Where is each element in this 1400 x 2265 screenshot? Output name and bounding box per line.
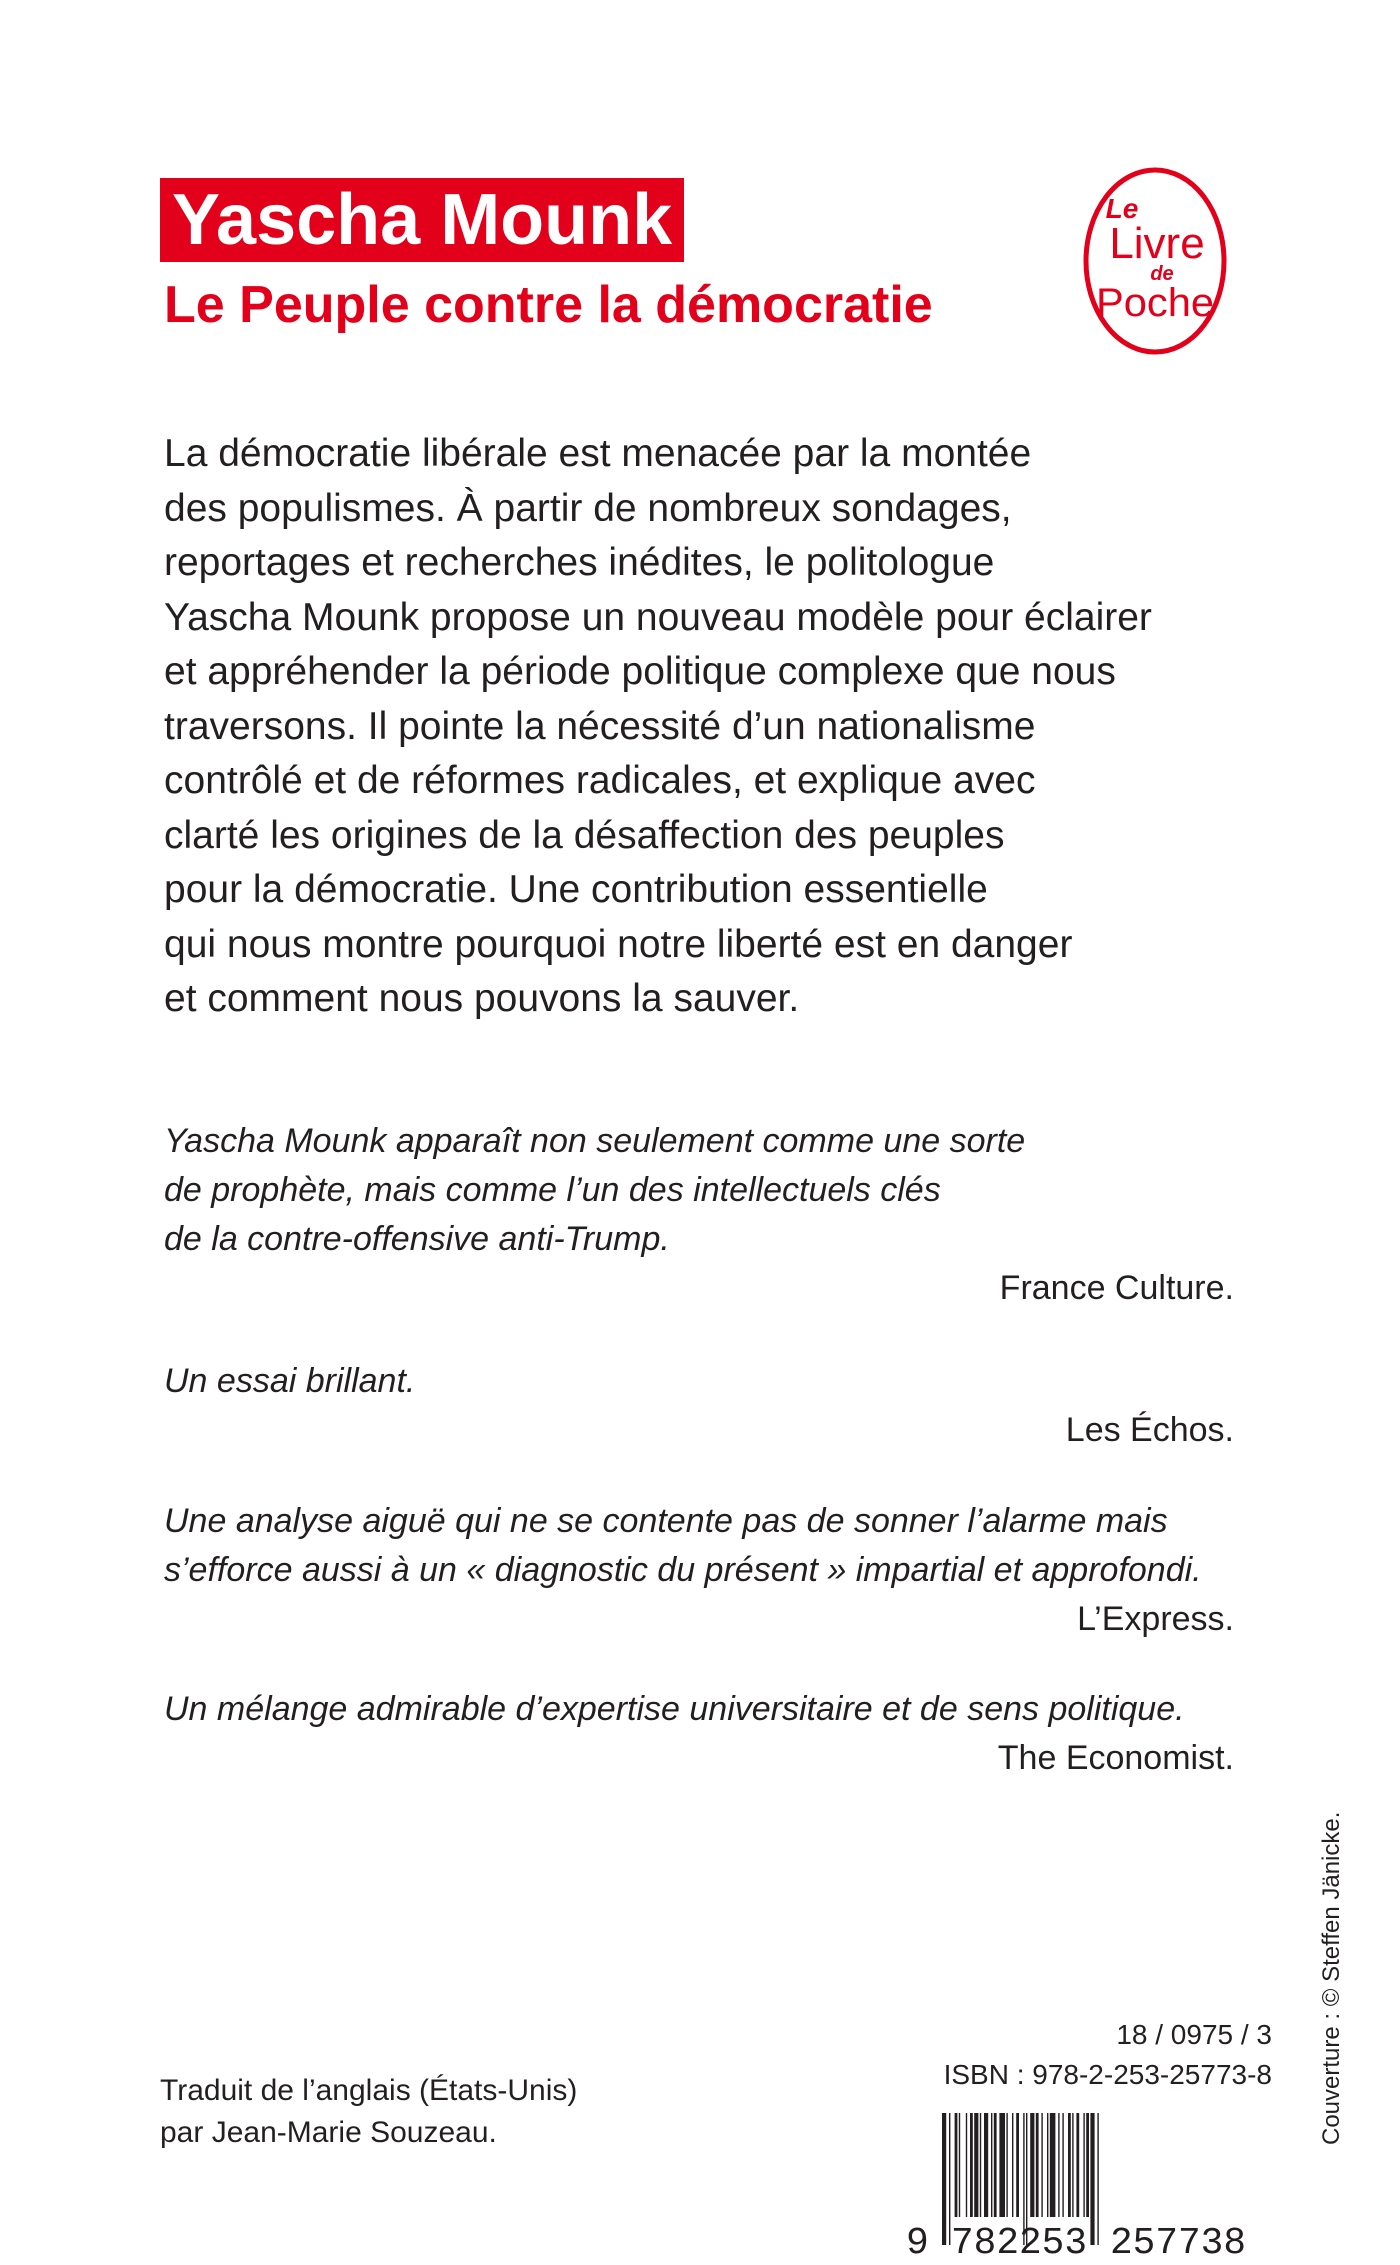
logo-text-de: de: [1150, 263, 1174, 285]
review-france-culture: [164, 1117, 1234, 1313]
barcode-bar: [1058, 2113, 1059, 2217]
logo-text-poche: Poche: [1096, 281, 1214, 325]
barcode-bar: [1068, 2113, 1071, 2217]
logo-text-le: Le: [1105, 193, 1139, 224]
barcode-bar: [1076, 2113, 1079, 2217]
translator-line: Traduit de l’anglais (États-Unis): [160, 2074, 578, 2107]
barcode-bar: [1047, 2113, 1048, 2217]
barcode-bar: [1050, 2113, 1056, 2217]
barcode-bar: [1012, 2113, 1013, 2217]
blurb-line: et appréhender la période politique complexe que nous: [164, 650, 1116, 693]
barcode-bar: [1097, 2113, 1098, 2245]
blurb-line: La démocratie libérale est menacée par la montée: [164, 432, 1032, 475]
barcode-bar: [1036, 2113, 1039, 2217]
barcode-bar: [970, 2113, 973, 2217]
barcode-bar: [1062, 2113, 1063, 2217]
blurb-line: des populismes. À partir de nombreux sondages,: [164, 486, 1012, 530]
translator-note: [160, 2070, 577, 2154]
barcode-bar: [966, 2113, 967, 2217]
barcode-bar: [1041, 2113, 1042, 2217]
book-blurb: [164, 427, 1274, 1027]
blurb-line: reportages et recherches inédites, le politologue: [164, 541, 995, 584]
catalog-number: 18 / 0975 / 3: [1116, 2019, 1272, 2050]
review-source: L’Express.: [1077, 1600, 1234, 1638]
barcode-bar: [984, 2113, 988, 2217]
barcode-digits-left: 782253: [951, 2222, 1087, 2257]
blurb-line: qui nous montre pourquoi notre liberté est en danger: [164, 922, 1073, 966]
blurb-line: Yascha Mounk propose un nouveau modèle pour éclairer: [164, 595, 1152, 639]
review-quote-line: de prophète, mais comme l’un des intellectuels clés: [164, 1171, 941, 1209]
barcode-bar: [980, 2113, 981, 2217]
review-quote-line: Une analyse aiguë qui ne se contente pas de sonner l’alarme mais: [164, 1502, 1168, 1540]
review-source: Les Échos.: [1065, 1411, 1234, 1449]
barcode-bar: [974, 2113, 978, 2217]
barcode-bar: [955, 2113, 958, 2217]
isbn: ISBN : 978-2-253-25773-8: [943, 2059, 1272, 2090]
translator-line: par Jean-Marie Souzeau.: [160, 2116, 497, 2149]
review-quote-line: Un essai brillant.: [164, 1362, 416, 1400]
barcode-bar: [994, 2113, 997, 2217]
barcode-bar: [1072, 2113, 1073, 2217]
blurb-line: contrôlé et de réformes radicales, et explique avec: [164, 759, 1036, 802]
blurb-line: clarté les origines de la désaffection des peuples: [164, 813, 1005, 857]
barcode-bar: [1006, 2113, 1007, 2217]
blurb-line: et comment nous pouvons la sauver.: [164, 977, 800, 1020]
review-quote-line: s’efforce aussi à un « diagnostic du présent » impartial et approfondi.: [164, 1551, 1202, 1589]
review-quote-line: Un mélange admirable d’expertise universitaire et de sens politique.: [164, 1690, 1185, 1728]
barcode-bar: [942, 2113, 946, 2245]
author-name: Yascha Mounk: [160, 178, 684, 262]
review-lexpress: [164, 1497, 1234, 1644]
review-quote-line: Yascha Mounk apparaît non seulement comme une sorte: [164, 1122, 1026, 1160]
barcode-digits-right: 257738: [1110, 2222, 1246, 2257]
blurb-line: pour la démocratie. Une contribution essentielle: [164, 868, 988, 911]
review-source: The Economist.: [997, 1739, 1234, 1777]
barcode-bar: [1086, 2113, 1089, 2217]
cover-credit: Couverture : © Steffen Jänicke.: [1318, 1811, 1345, 2145]
barcode-bar: [991, 2113, 992, 2217]
livre-de-poche-logo: [1082, 166, 1228, 356]
review-les-echos: [164, 1357, 1234, 1455]
review-the-economist: [164, 1685, 1234, 1783]
blurb-line: traversons. Il pointe la nécessité d’un nationalisme: [164, 704, 1036, 748]
catalog-codes: [944, 2015, 1272, 2095]
review-quote-line: de la contre-offensive anti-Trump.: [164, 1220, 670, 1258]
barcode-digit-lead: 9: [906, 2222, 929, 2257]
barcode-bar: [1016, 2113, 1019, 2217]
barcode-bar: [1083, 2113, 1084, 2217]
book-title: Le Peuple contre la démocratie: [164, 276, 933, 334]
barcode-bar: [1090, 2113, 1094, 2245]
review-source: France Culture.: [999, 1269, 1234, 1307]
barcode-bar: [959, 2113, 960, 2217]
logo-text-livre: Livre: [1109, 219, 1205, 268]
barcode-bar: [999, 2113, 1005, 2217]
barcode-bar: [1030, 2113, 1034, 2217]
isbn-barcode: [900, 2113, 1270, 2257]
